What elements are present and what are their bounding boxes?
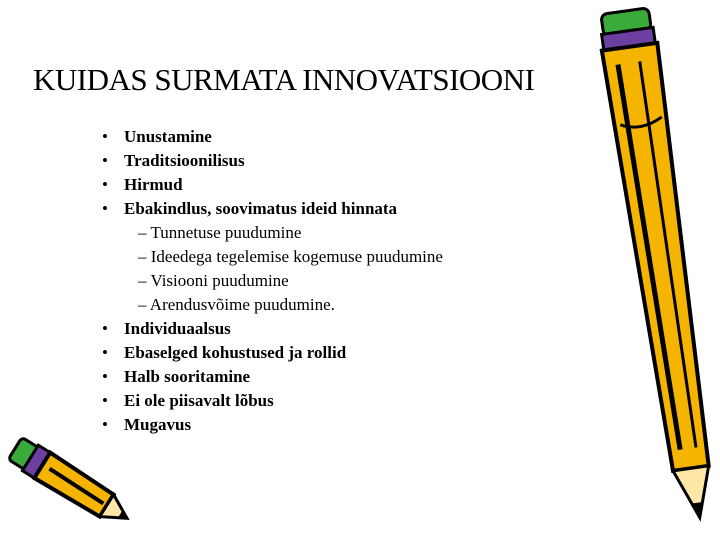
pencil-left-icon — [0, 430, 140, 540]
bullet-item: • Individuaalsus — [102, 317, 443, 341]
bullet-item: • Ebakindlus, soovimatus ideid hinnata — [102, 197, 443, 221]
pencil-tip — [673, 466, 716, 521]
slide-title: KUIDAS SURMATA INNOVATSIOONI — [33, 62, 535, 97]
pencil-body — [602, 43, 717, 473]
bullet-list — [102, 125, 443, 437]
bullet-item: • Traditsioonilisus — [102, 149, 443, 173]
bullet-item: • Halb sooritamine — [102, 365, 443, 389]
bullet-item: • Unustamine — [102, 125, 443, 149]
bullet-item: • Ebaselged kohustused ja rollid — [102, 341, 443, 365]
bullet-item: • Mugavus — [102, 413, 443, 437]
sub-bullet-item: – Tunnetuse puudumine — [138, 223, 302, 242]
sub-bullet-item: – Ideedega tegelemise kogemuse puudumine — [138, 247, 443, 266]
sub-bullet-item: – Visiooni puudumine — [138, 271, 289, 290]
bullet-item: • Hirmud — [102, 173, 443, 197]
sub-bullet-item: – Arendusvõime puudumine. — [138, 295, 335, 314]
pencil-right-icon — [585, 0, 720, 540]
bullet-item: • Ei ole piisavalt lõbus — [102, 389, 443, 413]
